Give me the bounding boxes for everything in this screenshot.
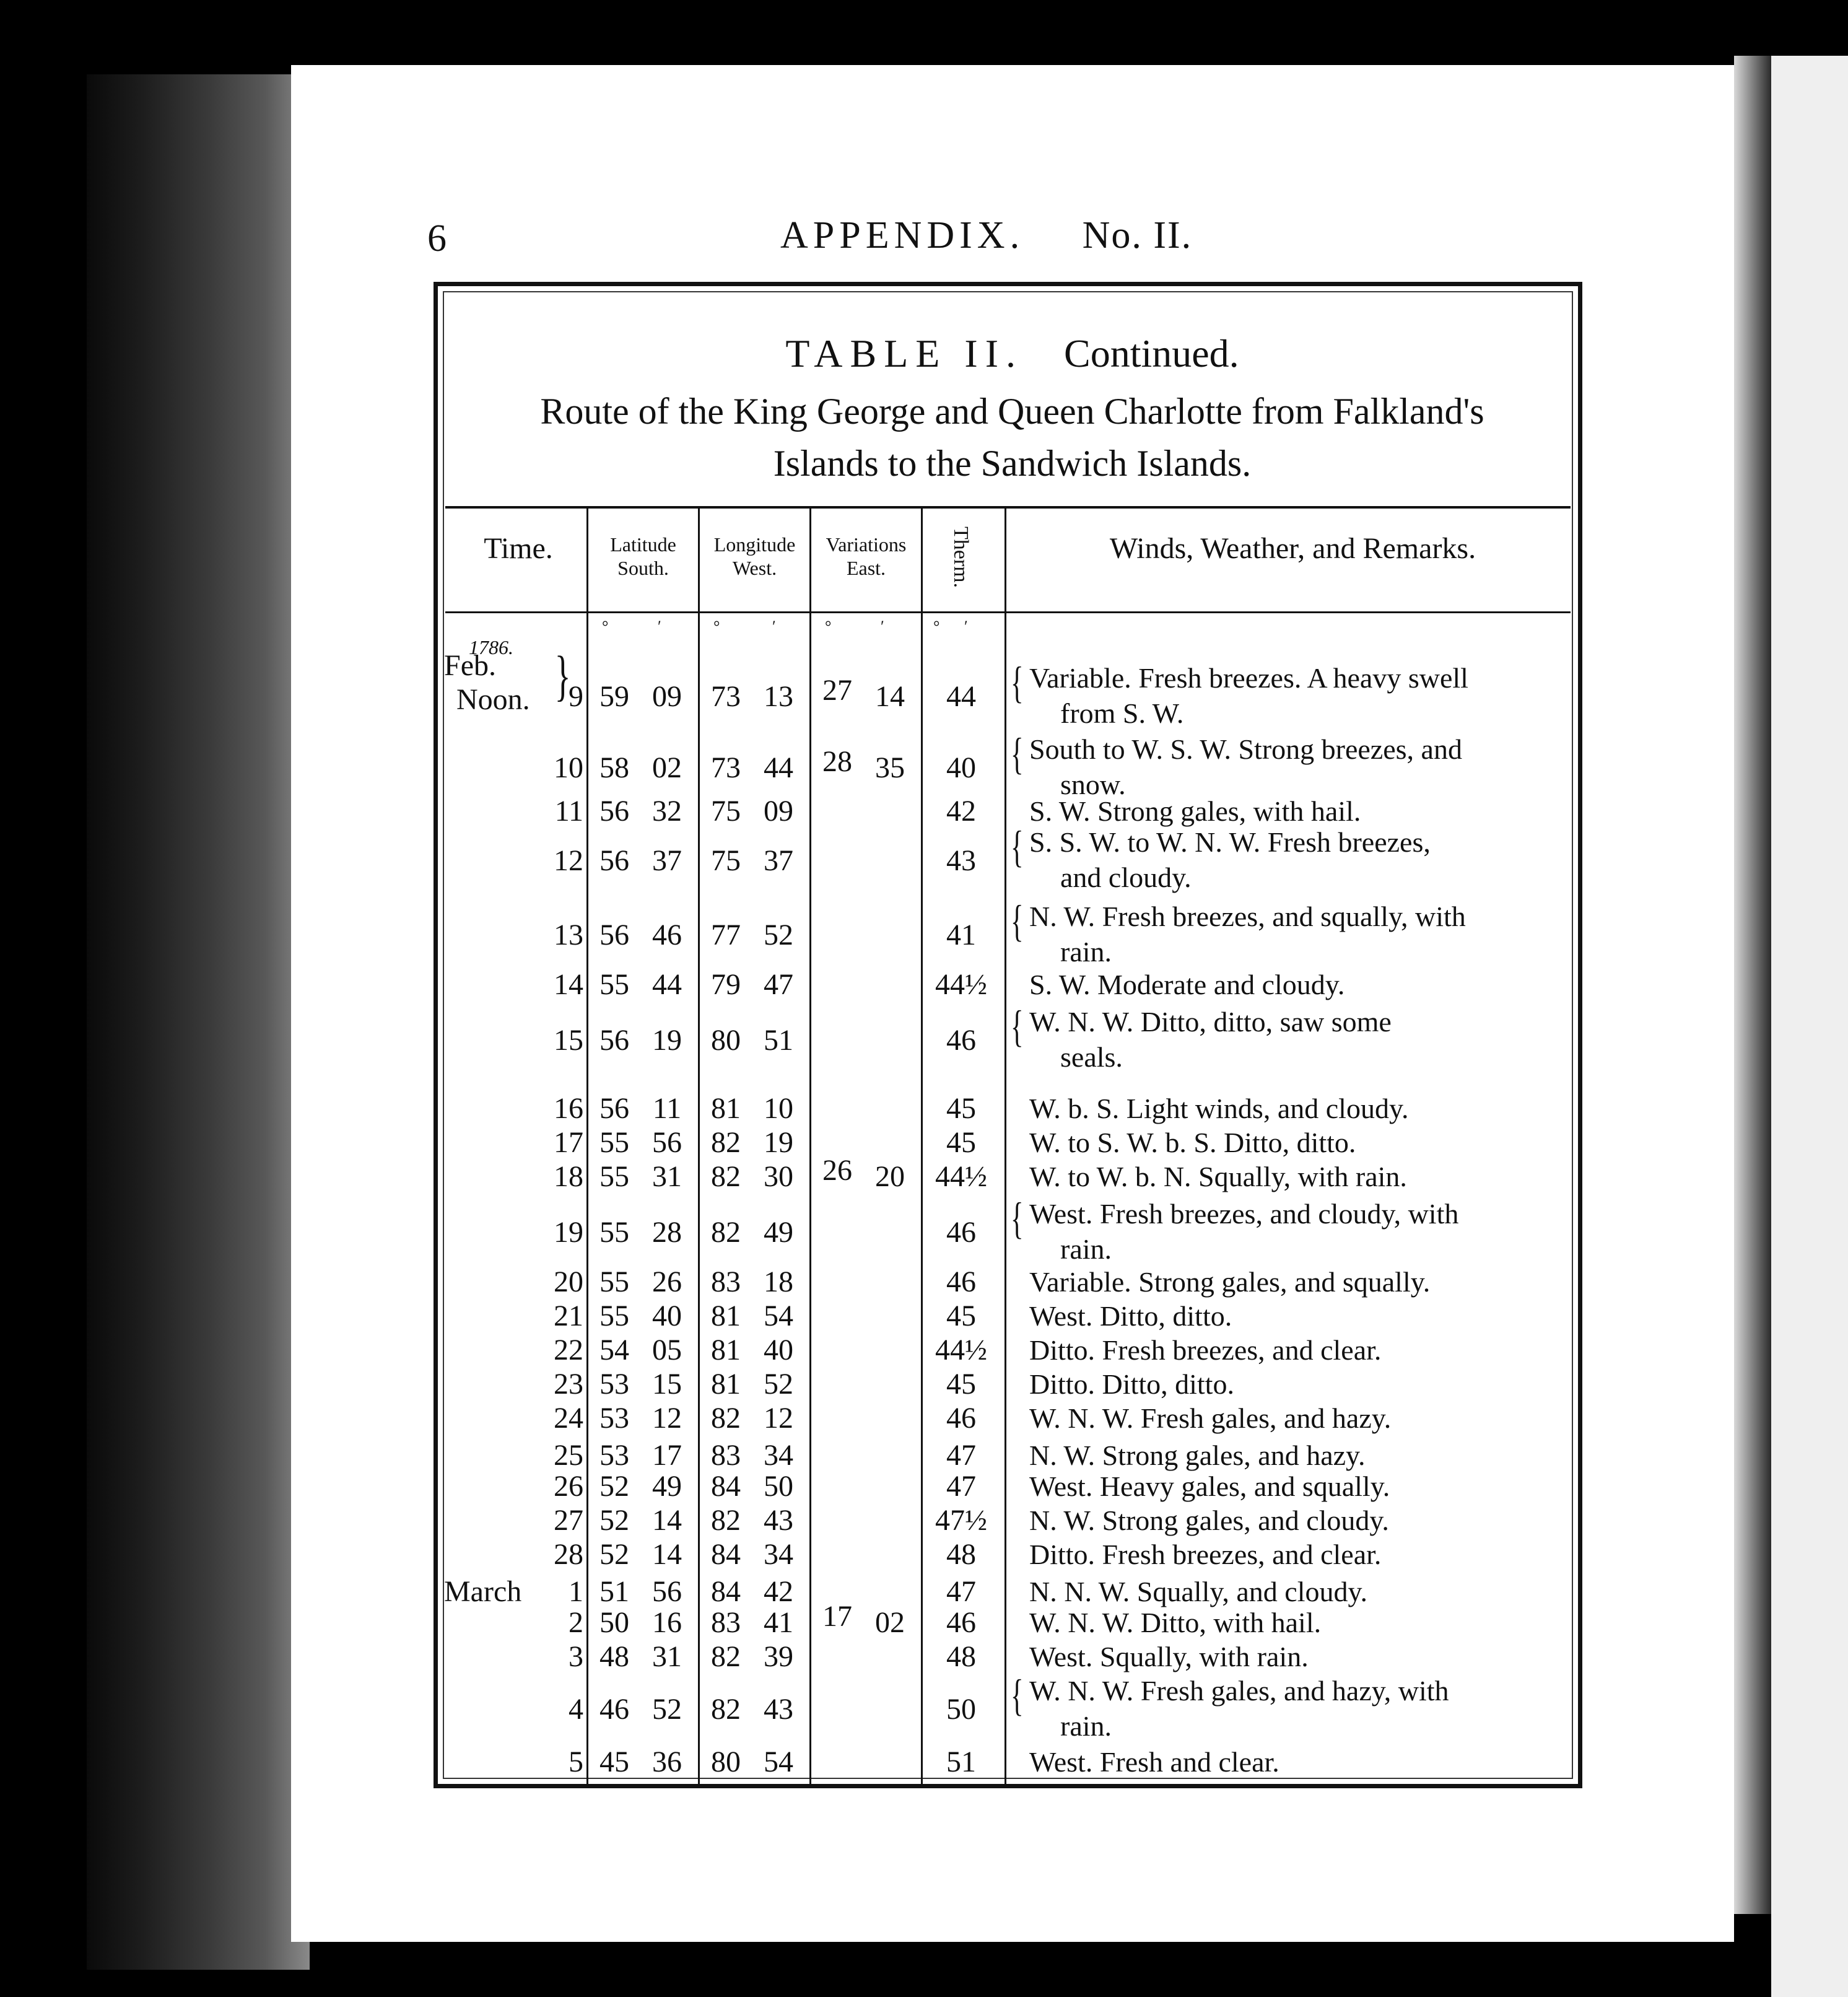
row-day: 3 <box>569 1640 583 1673</box>
row-latitude-minutes: 14 <box>652 1504 682 1537</box>
row-therm: 45 <box>946 1092 976 1125</box>
row-remark: W. to W. b. N. Squally, with rain. <box>1029 1161 1407 1192</box>
row-remark: West. Fresh breezes, and cloudy, with <box>1029 1198 1459 1230</box>
row-day: 25 <box>554 1439 583 1472</box>
row-day: 11 <box>554 795 583 828</box>
row-day: 21 <box>554 1300 583 1332</box>
row-day: 10 <box>554 751 583 784</box>
row-longitude-minutes: 37 <box>764 844 793 877</box>
row-latitude-minutes: 15 <box>652 1368 682 1401</box>
header-variations-line-1: Variations <box>826 533 907 556</box>
row-longitude-minutes: 19 <box>764 1126 793 1159</box>
row-longitude-degrees: 84 <box>711 1538 741 1571</box>
row-remark: Ditto. Fresh breezes, and clear. <box>1029 1539 1382 1570</box>
row-remark: Ditto. Fresh breezes, and clear. <box>1029 1334 1382 1366</box>
row-latitude-degrees: 53 <box>599 1402 629 1435</box>
degree-unit-mark: ° <box>602 618 609 636</box>
row-latitude-minutes: 02 <box>652 751 682 784</box>
header-latitude-line-1: Latitude <box>610 533 676 556</box>
row-therm: 50 <box>946 1693 976 1726</box>
row-remark: West. Squally, with rain. <box>1029 1641 1309 1672</box>
row-latitude-minutes: 56 <box>652 1126 682 1159</box>
column-divider-variations <box>921 508 923 1787</box>
row-latitude-minutes: 46 <box>652 919 682 951</box>
row-therm: 41 <box>946 919 976 951</box>
row-remark: W. N. W. Fresh gales, and hazy, with <box>1029 1675 1449 1706</box>
row-latitude-minutes: 16 <box>652 1606 682 1639</box>
running-head <box>780 214 1192 258</box>
row-longitude-degrees: 82 <box>711 1216 741 1249</box>
row-remark: Variable. Fresh breezes. A heavy swell <box>1029 662 1468 694</box>
row-therm: 46 <box>946 1024 976 1057</box>
row-latitude-minutes: 19 <box>652 1024 682 1057</box>
row-latitude-degrees: 56 <box>599 1092 629 1125</box>
row-day: 22 <box>554 1334 583 1366</box>
row-latitude-degrees: 55 <box>599 1265 629 1298</box>
minute-unit-mark: ′ <box>772 618 776 636</box>
row-longitude-minutes: 18 <box>764 1265 793 1298</box>
row-latitude-minutes: 31 <box>652 1160 682 1193</box>
row-longitude-minutes: 43 <box>764 1504 793 1537</box>
row-longitude-minutes: 39 <box>764 1640 793 1673</box>
row-longitude-degrees: 81 <box>711 1368 741 1401</box>
row-brace: { <box>1010 1194 1024 1243</box>
row-variation-minutes: 14 <box>875 680 905 713</box>
table-title-main: TABLE II. <box>785 331 1024 375</box>
row-day: 4 <box>569 1693 583 1726</box>
header-latitude-line-2: South. <box>617 557 669 579</box>
row-variation-minutes: 02 <box>875 1606 905 1639</box>
row-longitude-degrees: 73 <box>711 680 741 713</box>
row-longitude-degrees: 82 <box>711 1402 741 1435</box>
header-latitude <box>588 533 698 580</box>
row-remark: Ditto. Ditto, ditto. <box>1029 1368 1234 1400</box>
row-longitude-minutes: 54 <box>764 1746 793 1778</box>
row-longitude-degrees: 84 <box>711 1575 741 1608</box>
header-longitude <box>700 533 809 580</box>
row-day: 15 <box>554 1024 583 1057</box>
row-therm: 47 <box>946 1575 976 1608</box>
row-latitude-degrees: 59 <box>599 680 629 713</box>
degree-unit-mark: ° <box>713 618 720 636</box>
row-longitude-minutes: 30 <box>764 1160 793 1193</box>
row-longitude-degrees: 75 <box>711 795 741 828</box>
row-day: 28 <box>554 1538 583 1571</box>
row-remark: S. S. W. to W. N. W. Fresh breezes, <box>1029 826 1431 858</box>
column-divider-longitude <box>809 508 811 1787</box>
row-brace: { <box>1010 1671 1024 1720</box>
facing-page-edge <box>1771 56 1848 1997</box>
row-longitude-minutes: 34 <box>764 1538 793 1571</box>
row-latitude-minutes: 44 <box>652 968 682 1001</box>
row-variation-degrees: 28 <box>822 745 852 778</box>
row-latitude-degrees: 46 <box>599 1693 629 1726</box>
row-therm: 44½ <box>935 1334 987 1366</box>
row-latitude-degrees: 56 <box>599 1024 629 1057</box>
row-day: 23 <box>554 1368 583 1401</box>
row-longitude-minutes: 12 <box>764 1402 793 1435</box>
row-day: 12 <box>554 844 583 877</box>
degree-unit-mark: ° <box>933 618 940 636</box>
row-latitude-degrees: 56 <box>599 795 629 828</box>
row-day: 14 <box>554 968 583 1001</box>
row-remark: West. Ditto, ditto. <box>1029 1300 1232 1332</box>
table-subtitle-line-1: Route of the King George and Queen Charlotte from Falkland's <box>540 391 1484 432</box>
row-longitude-degrees: 81 <box>711 1334 741 1366</box>
book-spine-shadow <box>87 74 310 1970</box>
row-longitude-minutes: 49 <box>764 1216 793 1249</box>
row-latitude-minutes: 26 <box>652 1265 682 1298</box>
table-frame <box>434 282 1582 1788</box>
row-longitude-minutes: 50 <box>764 1470 793 1503</box>
row-therm: 45 <box>946 1368 976 1401</box>
row-remark: West. Heavy gales, and squally. <box>1029 1470 1390 1502</box>
row-remark: N. N. W. Squally, and cloudy. <box>1029 1576 1368 1607</box>
row-longitude-degrees: 83 <box>711 1439 741 1472</box>
row-latitude-degrees: 50 <box>599 1606 629 1639</box>
row-day: 26 <box>554 1470 583 1503</box>
row-remark: W. N. W. Ditto, with hail. <box>1029 1607 1322 1638</box>
page-number: 6 <box>427 217 447 260</box>
row-remark: W. N. W. Ditto, ditto, saw some <box>1029 1006 1392 1038</box>
row-longitude-degrees: 79 <box>711 968 741 1001</box>
row-month: March <box>444 1575 522 1608</box>
row-longitude-minutes: 41 <box>764 1606 793 1639</box>
row-day: 9 <box>569 680 583 713</box>
row-variation-degrees: 27 <box>822 674 852 707</box>
table-subtitle <box>438 385 1587 489</box>
row-longitude-degrees: 81 <box>711 1092 741 1125</box>
row-therm: 44½ <box>935 968 987 1001</box>
row-brace: { <box>1010 729 1024 779</box>
row-therm: 45 <box>946 1126 976 1159</box>
row-remark-continued: rain. <box>1060 936 1112 968</box>
header-variations <box>811 533 921 580</box>
row-day: 16 <box>554 1092 583 1125</box>
row-month: Feb. <box>444 649 496 682</box>
minute-unit-mark: ′ <box>881 618 884 636</box>
row-longitude-degrees: 75 <box>711 844 741 877</box>
row-latitude-degrees: 55 <box>599 1300 629 1332</box>
row-latitude-degrees: 45 <box>599 1746 629 1778</box>
row-latitude-minutes: 36 <box>652 1746 682 1778</box>
header-bottom-rule <box>445 611 1571 613</box>
row-latitude-minutes: 17 <box>652 1439 682 1472</box>
row-time-noon: Noon. <box>456 683 530 716</box>
row-longitude-minutes: 54 <box>764 1300 793 1332</box>
row-longitude-degrees: 82 <box>711 1126 741 1159</box>
row-latitude-minutes: 56 <box>652 1575 682 1608</box>
row-variation-minutes: 35 <box>875 751 905 784</box>
row-longitude-minutes: 51 <box>764 1024 793 1057</box>
minute-unit-mark: ′ <box>658 618 661 636</box>
row-variation-degrees: 17 <box>822 1600 852 1633</box>
row-longitude-degrees: 80 <box>711 1024 741 1057</box>
row-longitude-minutes: 13 <box>764 680 793 713</box>
row-longitude-minutes: 09 <box>764 795 793 828</box>
row-therm: 46 <box>946 1606 976 1639</box>
row-latitude-minutes: 32 <box>652 795 682 828</box>
row-longitude-degrees: 82 <box>711 1693 741 1726</box>
table-title <box>438 331 1587 377</box>
row-longitude-minutes: 10 <box>764 1092 793 1125</box>
row-latitude-degrees: 55 <box>599 968 629 1001</box>
row-remark-continued: snow. <box>1060 769 1126 800</box>
row-day: 19 <box>554 1216 583 1249</box>
running-head-number: No. II. <box>1082 214 1193 256</box>
row-latitude-minutes: 12 <box>652 1402 682 1435</box>
row-latitude-degrees: 56 <box>599 844 629 877</box>
row-day: 17 <box>554 1126 583 1159</box>
row-remark: W. N. W. Fresh gales, and hazy. <box>1029 1402 1392 1434</box>
row-day: 18 <box>554 1160 583 1193</box>
row-day: 5 <box>569 1746 583 1778</box>
row-longitude-minutes: 40 <box>764 1334 793 1366</box>
row-day: 24 <box>554 1402 583 1435</box>
row-longitude-minutes: 43 <box>764 1693 793 1726</box>
row-therm: 40 <box>946 751 976 784</box>
row-latitude-degrees: 55 <box>599 1216 629 1249</box>
row-brace: { <box>1010 658 1024 707</box>
row-therm: 47 <box>946 1470 976 1503</box>
column-divider-time <box>586 508 588 1787</box>
row-brace: { <box>1010 1002 1024 1051</box>
row-longitude-degrees: 80 <box>711 1746 741 1778</box>
row-latitude-minutes: 40 <box>652 1300 682 1332</box>
row-latitude-minutes: 11 <box>652 1092 682 1125</box>
row-brace: { <box>1010 822 1024 872</box>
header-therm: Therm. <box>949 527 972 588</box>
row-longitude-minutes: 47 <box>764 968 793 1001</box>
row-longitude-degrees: 82 <box>711 1160 741 1193</box>
page-gutter <box>1734 56 1771 1914</box>
row-longitude-degrees: 82 <box>711 1504 741 1537</box>
row-latitude-minutes: 37 <box>652 844 682 877</box>
row-variation-degrees: 26 <box>822 1154 852 1187</box>
row-latitude-degrees: 52 <box>599 1504 629 1537</box>
year-label: 1786. <box>469 636 513 658</box>
row-day: 27 <box>554 1504 583 1537</box>
header-top-rule <box>445 506 1571 509</box>
time-brace: } <box>554 645 571 707</box>
header-remarks: Winds, Weather, and Remarks. <box>1109 532 1476 565</box>
row-latitude-minutes: 28 <box>652 1216 682 1249</box>
row-therm: 46 <box>946 1265 976 1298</box>
row-therm: 44½ <box>935 1160 987 1193</box>
row-day: 13 <box>554 919 583 951</box>
row-day: 2 <box>569 1606 583 1639</box>
row-latitude-degrees: 58 <box>599 751 629 784</box>
row-longitude-degrees: 83 <box>711 1265 741 1298</box>
row-variation-minutes: 20 <box>875 1160 905 1193</box>
row-remark-continued: rain. <box>1060 1710 1112 1742</box>
row-remark: N. W. Strong gales, and hazy. <box>1029 1440 1366 1471</box>
row-remark: Variable. Strong gales, and squally. <box>1029 1266 1431 1298</box>
row-latitude-minutes: 49 <box>652 1470 682 1503</box>
row-latitude-degrees: 55 <box>599 1126 629 1159</box>
row-latitude-minutes: 31 <box>652 1640 682 1673</box>
row-therm: 44 <box>946 680 976 713</box>
row-therm: 46 <box>946 1216 976 1249</box>
row-latitude-minutes: 52 <box>652 1693 682 1726</box>
row-remark-continued: rain. <box>1060 1233 1112 1265</box>
row-therm: 46 <box>946 1402 976 1435</box>
row-remark: West. Fresh and clear. <box>1029 1746 1279 1778</box>
row-remark-continued: seals. <box>1060 1041 1123 1073</box>
row-therm: 48 <box>946 1640 976 1673</box>
row-longitude-minutes: 42 <box>764 1575 793 1608</box>
row-latitude-minutes: 09 <box>652 680 682 713</box>
minute-unit-mark: ′ <box>964 618 968 636</box>
row-therm: 43 <box>946 844 976 877</box>
header-longitude-line-1: Longitude <box>713 533 796 556</box>
row-longitude-minutes: 34 <box>764 1439 793 1472</box>
row-longitude-degrees: 84 <box>711 1470 741 1503</box>
row-latitude-degrees: 52 <box>599 1538 629 1571</box>
row-longitude-minutes: 44 <box>764 751 793 784</box>
row-remark: N. W. Strong gales, and cloudy. <box>1029 1505 1389 1536</box>
row-longitude-minutes: 52 <box>764 1368 793 1401</box>
header-time: Time. <box>484 532 553 565</box>
row-latitude-degrees: 54 <box>599 1334 629 1366</box>
row-day: 20 <box>554 1265 583 1298</box>
row-longitude-degrees: 82 <box>711 1640 741 1673</box>
table-subtitle-line-2: Islands to the Sandwich Islands. <box>773 443 1252 484</box>
row-remark: N. W. Fresh breezes, and squally, with <box>1029 901 1466 932</box>
row-remark: S. W. Moderate and cloudy. <box>1029 969 1345 1000</box>
row-latitude-degrees: 53 <box>599 1439 629 1472</box>
row-longitude-degrees: 73 <box>711 751 741 784</box>
row-brace: { <box>1010 896 1024 946</box>
row-latitude-degrees: 52 <box>599 1470 629 1503</box>
running-head-appendix: APPENDIX. <box>780 214 1025 256</box>
column-divider-therm <box>1005 508 1006 1787</box>
row-longitude-degrees: 77 <box>711 919 741 951</box>
row-latitude-degrees: 51 <box>599 1575 629 1608</box>
row-therm: 45 <box>946 1300 976 1332</box>
header-longitude-line-2: West. <box>732 557 777 579</box>
header-variations-line-2: East. <box>846 557 886 579</box>
row-therm: 51 <box>946 1746 976 1778</box>
row-latitude-degrees: 56 <box>599 919 629 951</box>
row-longitude-degrees: 83 <box>711 1606 741 1639</box>
degree-unit-mark: ° <box>825 618 832 636</box>
row-longitude-minutes: 52 <box>764 919 793 951</box>
row-therm: 47 <box>946 1439 976 1472</box>
row-latitude-degrees: 55 <box>599 1160 629 1193</box>
row-latitude-degrees: 48 <box>599 1640 629 1673</box>
row-remark: S. W. Strong gales, with hail. <box>1029 795 1361 827</box>
row-remark-continued: and cloudy. <box>1060 862 1192 893</box>
row-remark: South to W. S. W. Strong breezes, and <box>1029 733 1462 765</box>
row-longitude-degrees: 81 <box>711 1300 741 1332</box>
row-therm: 47½ <box>935 1504 987 1537</box>
row-day: 1 <box>569 1575 583 1608</box>
row-remark: W. b. S. Light winds, and cloudy. <box>1029 1093 1409 1124</box>
row-remark-continued: from S. W. <box>1060 697 1184 729</box>
column-divider-latitude <box>698 508 700 1787</box>
row-latitude-minutes: 05 <box>652 1334 682 1366</box>
row-remark: W. to S. W. b. S. Ditto, ditto. <box>1029 1127 1356 1158</box>
table-title-continued: Continued. <box>1064 331 1239 375</box>
row-latitude-degrees: 53 <box>599 1368 629 1401</box>
row-therm: 48 <box>946 1538 976 1571</box>
row-therm: 42 <box>946 795 976 828</box>
row-latitude-minutes: 14 <box>652 1538 682 1571</box>
